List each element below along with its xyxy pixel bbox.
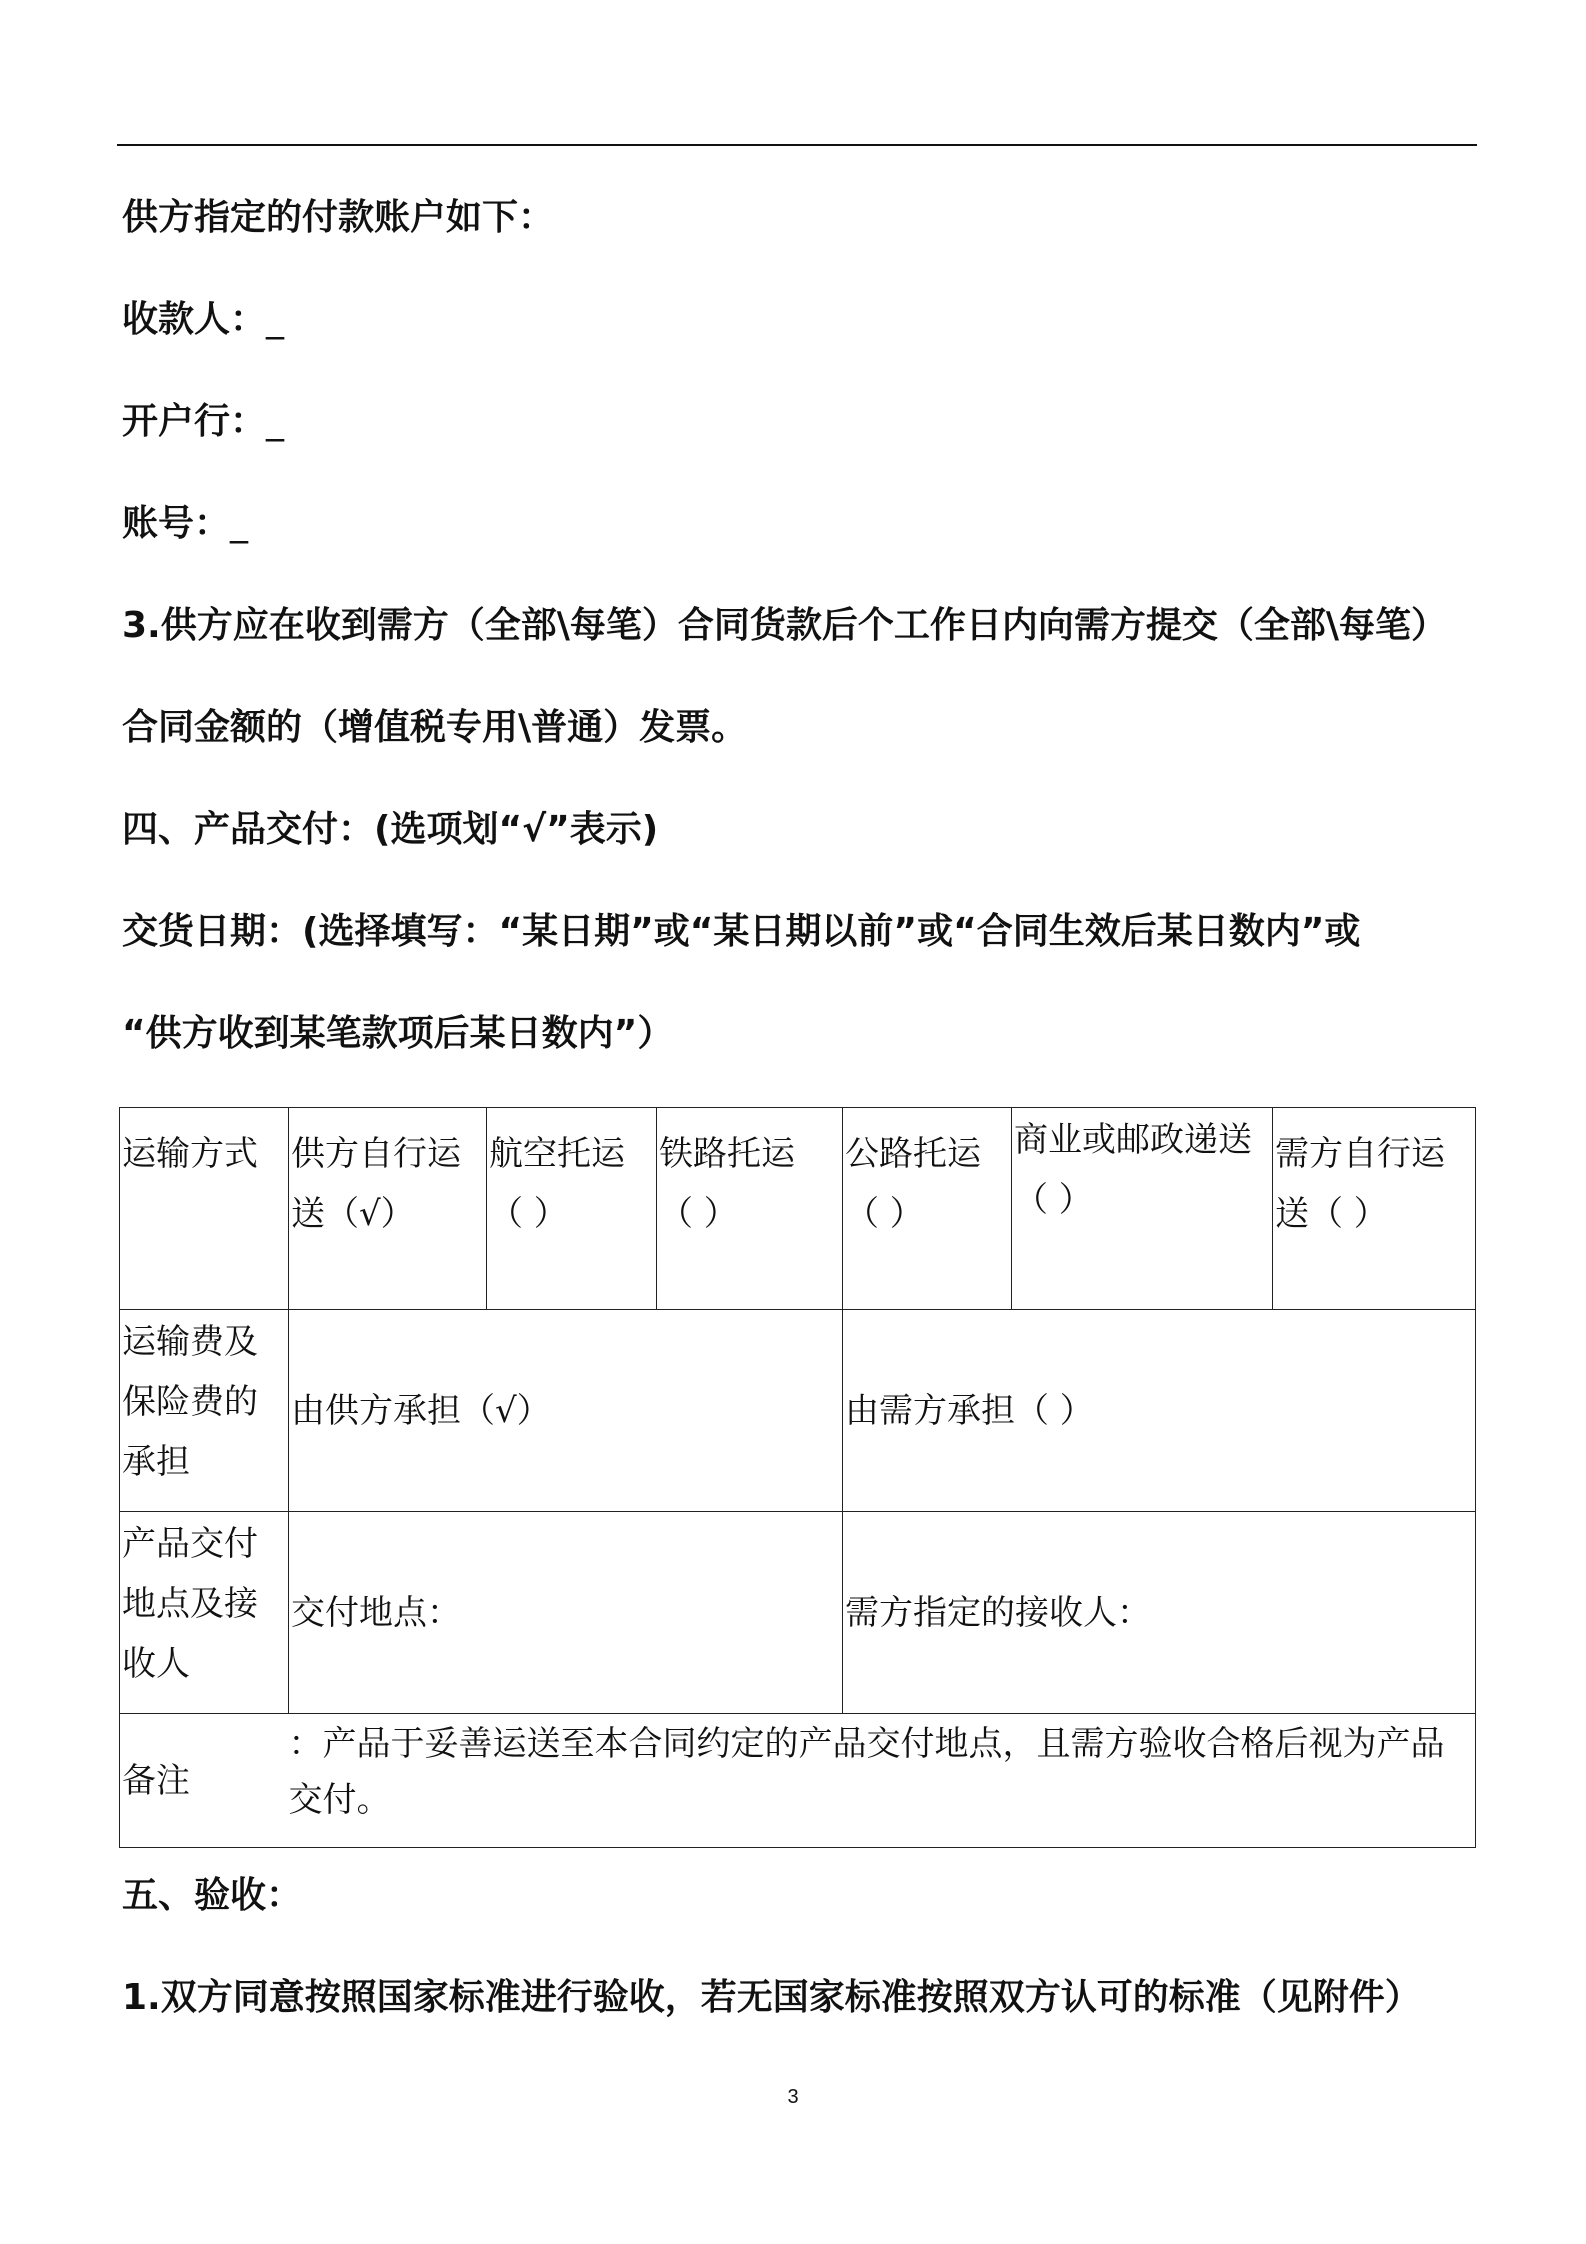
invoice-clause-line1: 3.供方应在收到需方（全部\每笔）合同货款后个工作日内向需方提交（全部\每笔） bbox=[122, 605, 1448, 646]
option-buyer-self[interactable]: 需方自行运送（ ） bbox=[1273, 1108, 1476, 1310]
option-rail-mark: （ ） bbox=[659, 1194, 738, 1234]
transport-method-row bbox=[120, 1108, 1476, 1310]
remark-row bbox=[120, 1714, 1476, 1848]
remark-header: 备注 bbox=[120, 1714, 289, 1848]
freight-header: 运输费及保险费的承担 bbox=[120, 1310, 289, 1512]
section5-title: 五、验收： bbox=[122, 1875, 303, 1916]
option-road[interactable] bbox=[843, 1108, 1012, 1310]
section4-title: 四、产品交付：(选项划“√”表示) bbox=[122, 809, 659, 850]
option-air-mark: （ ） bbox=[489, 1194, 568, 1234]
option-courier-label: 商业或邮政递送 bbox=[1014, 1120, 1252, 1160]
delivery-place-row bbox=[120, 1512, 1476, 1714]
bank-blank[interactable]: _ bbox=[266, 401, 285, 442]
option-road-label: 公路托运 bbox=[845, 1134, 981, 1174]
remark-text: ：产品于妥善运送至本合同约定的产品交付地点，且需方验收合格后视为产品交付。 bbox=[289, 1714, 1476, 1848]
freight-row bbox=[120, 1310, 1476, 1512]
bank-label: 开户行： bbox=[122, 401, 267, 442]
payee-blank[interactable]: _ bbox=[266, 299, 285, 340]
option-air-label: 航空托运 bbox=[489, 1134, 625, 1174]
page-number: 3 bbox=[787, 2086, 799, 2108]
acceptance-clause-line1: 1.双方同意按照国家标准进行验收，若无国家标准按照双方认可的标准（见附件） bbox=[122, 1977, 1421, 2018]
receiver-field[interactable]: 需方指定的接收人： bbox=[843, 1512, 1476, 1714]
delivery-date-line2: “供方收到某笔款项后某日数内”） bbox=[122, 1013, 674, 1054]
option-rail[interactable] bbox=[657, 1108, 843, 1310]
transport-method-header: 运输方式 bbox=[120, 1108, 289, 1310]
freight-buyer-option[interactable]: 由需方承担（ ） bbox=[843, 1310, 1476, 1512]
delivery-place-header: 产品交付地点及接收人 bbox=[120, 1512, 289, 1714]
payee-label: 收款人： bbox=[122, 299, 267, 340]
option-courier[interactable] bbox=[1012, 1108, 1273, 1310]
account-label: 账号： bbox=[122, 503, 231, 544]
account-heading: 供方指定的付款账户如下： bbox=[122, 197, 555, 238]
account-blank[interactable]: _ bbox=[230, 503, 249, 544]
option-air[interactable] bbox=[487, 1108, 657, 1310]
option-rail-label: 铁路托运 bbox=[659, 1134, 795, 1174]
freight-supplier-option[interactable]: 由供方承担（√） bbox=[289, 1310, 843, 1512]
invoice-clause-line2: 合同金额的（增值税专用\普通）发票。 bbox=[122, 707, 748, 748]
payee-line bbox=[122, 298, 284, 342]
delivery-place-field[interactable]: 交付地点： bbox=[289, 1512, 843, 1714]
delivery-date-line1: 交货日期：(选择填写：“某日期”或“某日期以前”或“合同生效后某日数内”或 bbox=[122, 911, 1361, 952]
account-line bbox=[122, 502, 248, 546]
header-rule bbox=[117, 144, 1477, 146]
delivery-table bbox=[119, 1107, 1476, 1848]
option-road-mark: （ ） bbox=[845, 1194, 924, 1234]
option-courier-mark: （ ） bbox=[1014, 1180, 1093, 1220]
bank-line bbox=[122, 400, 284, 444]
option-supplier-self[interactable]: 供方自行运送（√） bbox=[289, 1108, 487, 1310]
